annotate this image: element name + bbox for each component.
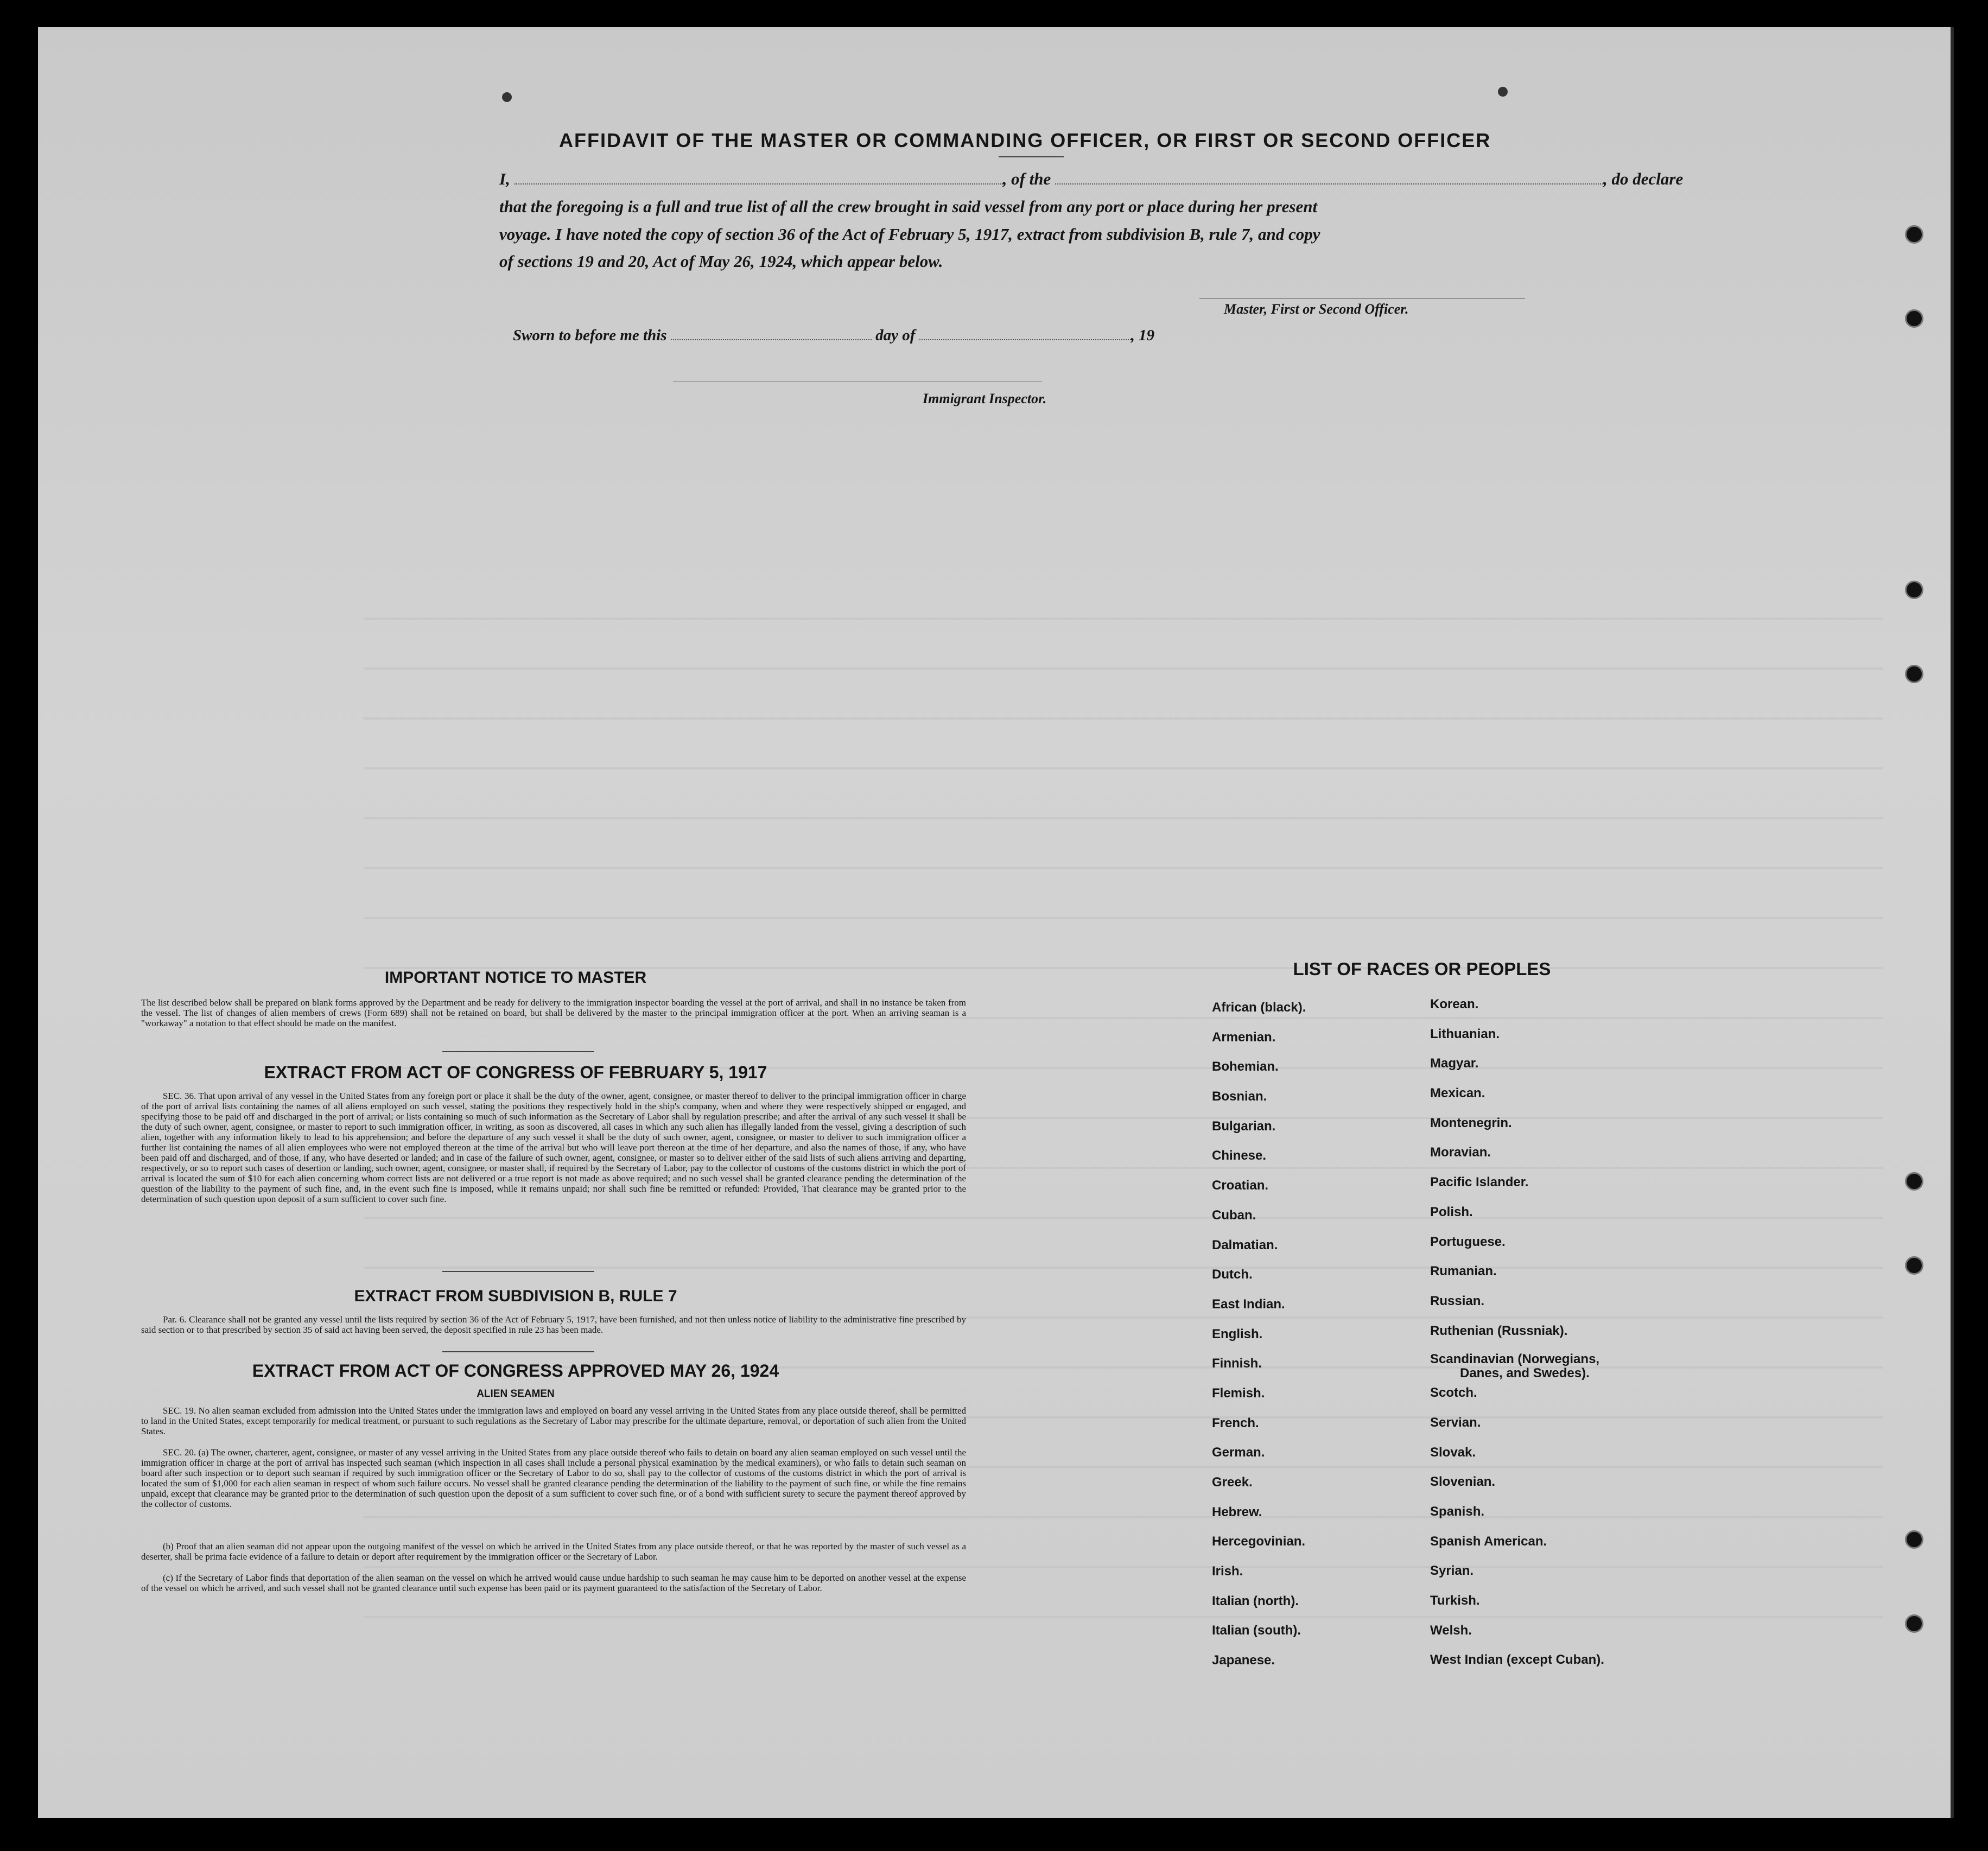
race-item: English. — [1212, 1326, 1263, 1341]
race-item: Japanese. — [1212, 1653, 1275, 1668]
sworn-month-field[interactable] — [919, 327, 1131, 340]
races-column-1 — [1212, 1000, 1306, 1682]
race-item: Ruthenian (Russniak). — [1430, 1323, 1568, 1338]
affidavit-i: I, — [499, 169, 510, 188]
master-signature-line[interactable] — [1199, 298, 1525, 299]
race-item: Turkish. — [1430, 1593, 1480, 1608]
race-item: Portuguese. — [1430, 1234, 1506, 1249]
pin-hole-left — [502, 92, 512, 102]
race-item: Spanish. — [1430, 1504, 1485, 1519]
race-item: Russian. — [1430, 1293, 1485, 1308]
affidavit-line-4: of sections 19 and 20, Act of May 26, 1924, which appear below. — [499, 252, 943, 271]
race-item: Polish. — [1430, 1204, 1473, 1219]
race-item: Bohemian. — [1212, 1059, 1279, 1074]
races-column-2 — [1430, 996, 1604, 1682]
race-item: Finnish. — [1212, 1356, 1262, 1371]
punch-hole-1 — [1905, 225, 1923, 244]
race-item — [1430, 1352, 1604, 1385]
race-item: Italian (south). — [1212, 1623, 1301, 1638]
divider-3 — [442, 1351, 594, 1352]
race-item: Welsh. — [1430, 1623, 1472, 1638]
affidavit-line-2: that the foregoing is a full and true list of all the crew brought in said vessel from any port or place during her present — [499, 197, 1318, 216]
race-item: Croatian. — [1212, 1178, 1269, 1193]
punch-hole-3 — [1905, 581, 1923, 599]
vessel-field[interactable] — [1055, 171, 1603, 185]
rule-7-text: Par. 6. Clearance shall not be granted any vessel until the lists required by section 36 of the Act of February 5, 1917, have been furnished, and not then unless notice of liability to the administrative fine prescribed by said section or to that prescribed by section 35 of said act having been served, the deposit specified in rule 23 has been made. — [141, 1314, 966, 1335]
race-item: Lithuanian. — [1430, 1026, 1500, 1041]
extract-1917-title: EXTRACT FROM ACT OF CONGRESS OF FEBRUARY 5, 1917 — [264, 1063, 767, 1082]
race-item: Syrian. — [1430, 1563, 1474, 1579]
affidavit-title: AFFIDAVIT OF THE MASTER OR COMMANDING OFFICER, OR FIRST OR SECOND OFFICER — [559, 129, 1491, 151]
punch-hole-2 — [1905, 309, 1923, 328]
punch-hole-6 — [1905, 1256, 1923, 1275]
races-title: LIST OF RACES OR PEOPLES — [1293, 959, 1551, 979]
race-item: Irish. — [1212, 1564, 1243, 1579]
race-item: West Indian (except Cuban). — [1430, 1652, 1604, 1668]
punch-hole-4 — [1905, 665, 1923, 683]
sec-20c-text: (c) If the Secretary of Labor finds that deportation of the alien seaman on the vessel on which he arrived would cause undue hardship to such seaman he may cause him to be deported on another vessel at the expense of the vessel on which he arrived, and such vessel shall not be granted clearance until such expense has been paid or its payment guaranteed to the satisfaction of the Secretary of Labor. — [141, 1573, 966, 1593]
race-item: Greek. — [1212, 1475, 1253, 1490]
race-item: German. — [1212, 1445, 1265, 1460]
race-item: Rumanian. — [1430, 1264, 1497, 1279]
race-item: Moravian. — [1430, 1145, 1491, 1160]
inspector-label: Immigrant Inspector. — [923, 391, 1047, 406]
race-item: Korean. — [1430, 997, 1479, 1012]
race-item-scandinavian-cont: Danes, and Swedes). — [1460, 1366, 1590, 1381]
race-item: Spanish American. — [1430, 1534, 1547, 1549]
race-item: Mexican. — [1430, 1086, 1485, 1101]
extract-1917-text: SEC. 36. That upon arrival of any vessel in the United States from any foreign port or place it shall be the duty of the owner, agent, consignee, or master thereof to deliver to the principal immigration officer in charge of the port of arrival lists containing the names of all aliens employed on such vessel, stating the positions they respectively hold in the ship's company, when and where they were respectively shipped or engaged, and specifying those to be paid off and discharged in the port of arrival; or lists containing so much of such information as the Secretary of Labor shall by regulation prescribe; and after the arrival of any such vessel it shall be the duty of such owner, agent, consignee, or master to report to such immigration officer, in writing, as soon as discovered, all cases in which any such alien has illegally landed from the vessel, giving a description of such alien, together with any information likely to lead to his apprehension; and before the departure of any such vessel it shall be the duty of such owner, agent, consignee, or master to deliver to such immigration officer a further list containing the names of all alien employees who were not employed thereon at the time of the arrival but who will leave port thereon at the time of her departure, and also the names of those, if any, who have been paid off and discharged, and of those, if any, who have deserted or landed; and in case of the failure of such owner, agent, consignee, or master so to deliver either of the said lists of such aliens arriving and departing, respectively, or so to report such cases of desertion or landing, such owner, agent, consignee, or master shall, if required by the Secretary of Labor, pay to the collector of customs of the customs district in which the port of arrival is located the sum of $10 for each alien concerning whom correct lists are not delivered or a true report is not made as above required; and no such vessel shall be granted clearance pending the determination of the question of the liability to the payment of such fine, and, in the event such fine is imposed, while it remains unpaid; nor shall such fine be remitted or refunded: Provided, That clearance may be granted prior to the determination of such question upon deposit of a sum sufficient to cover such fine. — [141, 1091, 966, 1204]
sec-20a-text: SEC. 20. (a) The owner, charterer, agent, consignee, or master of any vessel arriving in the United States from any place outside thereof who fails to detain on board any alien seaman employed on such vessel until the immigration officer in charge at the port of arrival has inspected such seaman (which inspection in all cases shall include a personal physical examination by the medical examiners), or who fails to detain such seaman on board after such inspection or to deport such seaman if required by such immigration officer or the Secretary of Labor to do so, shall pay to the collector of customs of the customs district in which the port of arrival is located the sum of $1,000 for each alien seaman in respect of whom such failure occurs. No vessel shall be granted clearance pending the determination of the liability to the payment of such fine, or while the fine remains unpaid, except that clearance may be granted prior to the determination of such question upon the deposit of a sum sufficient to cover such fine, or of a bond with sufficient surety to secure the payment thereof approved by the collector of customs. — [141, 1447, 966, 1509]
sworn-text: Sworn to before me this — [513, 327, 667, 344]
race-item: Flemish. — [1212, 1385, 1265, 1401]
day-of-text: day of — [875, 327, 916, 344]
extract-1924-subtitle: ALIEN SEAMEN — [477, 1388, 555, 1400]
race-item: Slovak. — [1430, 1445, 1476, 1460]
affidavit-line-1 — [499, 169, 1683, 189]
year-text: , 19 — [1130, 327, 1155, 344]
race-item-scandinavian: Scandinavian (Norwegians, — [1430, 1352, 1600, 1367]
race-item: French. — [1212, 1415, 1259, 1430]
race-item: Magyar. — [1430, 1056, 1479, 1071]
race-item: Bosnian. — [1212, 1089, 1267, 1104]
race-item: Italian (north). — [1212, 1593, 1299, 1608]
name-field[interactable] — [515, 171, 1003, 185]
race-item: Slovenian. — [1430, 1474, 1496, 1490]
race-item: Hercegovinian. — [1212, 1534, 1306, 1549]
race-item: Servian. — [1430, 1415, 1481, 1430]
notice-title: IMPORTANT NOTICE TO MASTER — [384, 969, 647, 987]
document-page — [38, 27, 1954, 1818]
divider-2 — [442, 1271, 594, 1272]
race-item: Cuban. — [1212, 1207, 1256, 1223]
race-item: Chinese. — [1212, 1148, 1267, 1163]
extract-1924-title: EXTRACT FROM ACT OF CONGRESS APPROVED MAY 26, 1924 — [252, 1361, 779, 1381]
affidavit-declare: , do declare — [1603, 169, 1684, 188]
race-item: Scotch. — [1430, 1385, 1477, 1401]
affidavit-line-3: voyage. I have noted the copy of section 36 of the Act of February 5, 1917, extract from subdivision B, rule 7, and copy — [499, 225, 1320, 244]
race-item: Hebrew. — [1212, 1504, 1262, 1519]
pin-hole-right — [1498, 87, 1508, 97]
race-item: African (black). — [1212, 1000, 1306, 1015]
master-label: Master, First or Second Officer. — [1224, 301, 1409, 317]
title-underline — [999, 156, 1064, 157]
affidavit-of-the: , of the — [1002, 169, 1051, 188]
rule-7-title: EXTRACT FROM SUBDIVISION B, RULE 7 — [354, 1287, 677, 1305]
punch-hole-5 — [1905, 1172, 1923, 1191]
race-item: Bulgarian. — [1212, 1118, 1276, 1134]
sec-20b-text: (b) Proof that an alien seaman did not appear upon the outgoing manifest of the vessel on which he arrived in the United States from any place outside thereof, or that he was reported by the master of such vessel as a deserter, shall be prima facie evidence of a failure to detain or deport after requirement by the immigration officer or the Secretary of Labor. — [141, 1541, 966, 1562]
sec-19-text: SEC. 19. No alien seaman excluded from admission into the United States under the immigration laws and employed on board any vessel arriving in the United States from any place outside thereof, shall be permitted to land in the United States, except temporarily for medical treatment, or pursuant to such regulations as the Secretary of Labor may prescribe for the ultimate departure, removal, or deportation of such alien from the United States. — [141, 1405, 966, 1436]
divider-1 — [442, 1051, 594, 1052]
punch-hole-8 — [1905, 1614, 1923, 1633]
race-item: Pacific Islander. — [1430, 1175, 1529, 1190]
sworn-line — [513, 327, 1154, 345]
race-item: Dutch. — [1212, 1267, 1253, 1282]
race-item: Montenegrin. — [1430, 1115, 1512, 1130]
punch-hole-7 — [1905, 1530, 1923, 1549]
race-item: Armenian. — [1212, 1029, 1276, 1045]
sworn-day-field[interactable] — [671, 327, 872, 340]
notice-text: The list described below shall be prepared on blank forms approved by the Department and be ready for delivery to the immigration inspector boarding the vessel at the port of arrival, and shall in no instance be taken from the vessel. The list of changes of alien members of crews (Form 689) shall not be retained on board, but shall be delivered by the master to the principal immigration officer at the port. When an arriving seaman is a "workaway" a notation to that effect should be made on the manifest. — [141, 997, 966, 1028]
race-item: East Indian. — [1212, 1296, 1285, 1312]
race-item: Dalmatian. — [1212, 1237, 1278, 1252]
